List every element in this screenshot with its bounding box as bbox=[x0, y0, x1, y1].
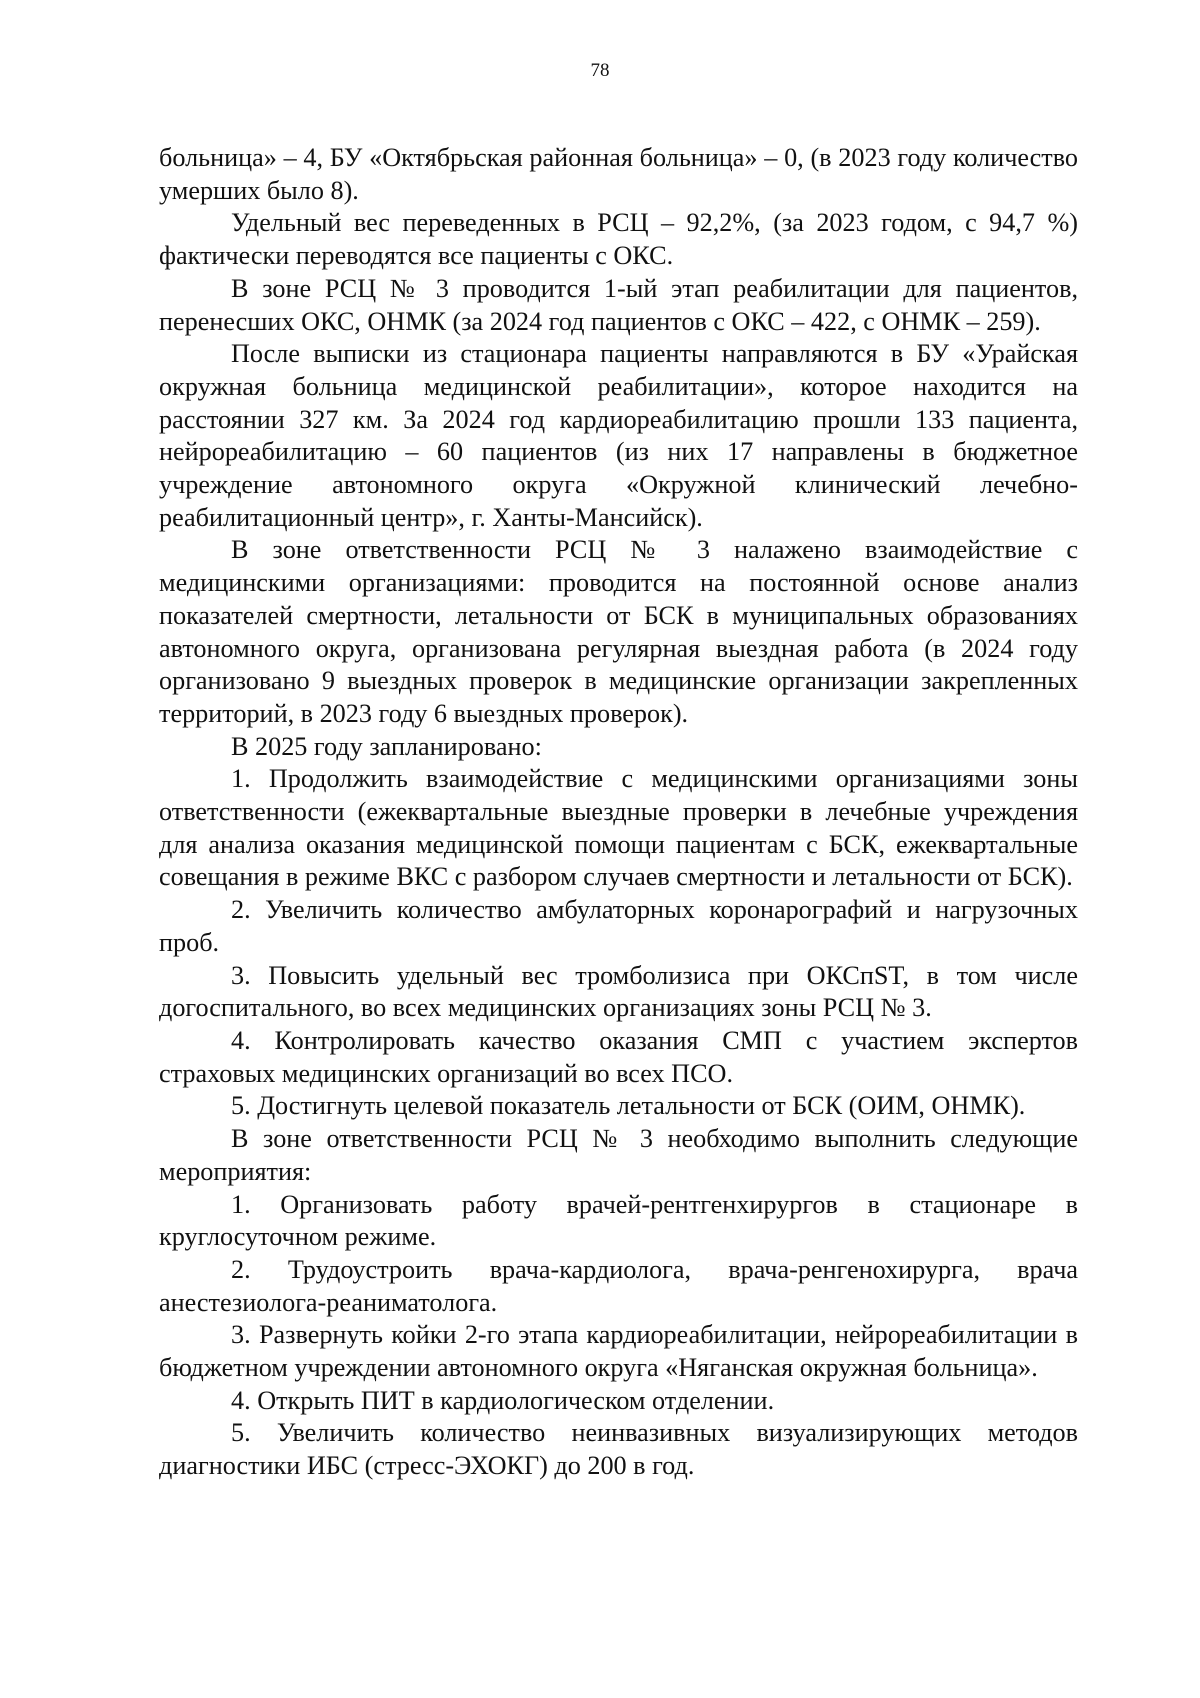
measure-item-2: 2. Трудоустроить врача-кардиолога, врача-ренгенохирурга, врача анестезиолога-реаниматолога. bbox=[159, 1254, 1078, 1317]
plan-item-3: 3. Повысить удельный вес тромболизиса при ОКСпST, в том числе догоспитального, во всех медицинских организациях зоны РСЦ № 3. bbox=[159, 960, 1078, 1023]
paragraph-transfer-share: Удельный вес переведенных в РСЦ – 92,2%, (за 2023 годом, с 94,7 %) фактически переводятся все пациенты с ОКС. bbox=[159, 208, 1078, 271]
paragraph-measures-heading: В зоне ответственности РСЦ № 3 необходимо выполнить следующие мероприятия: bbox=[159, 1124, 1078, 1186]
measure-item-3: 3. Развернуть койки 2-го этапа кардиореабилитации, нейрореабилитации в бюджетном учреждении автономного округа «Няганская окружная больница». bbox=[159, 1320, 1078, 1383]
plan-item-1: 1. Продолжить взаимодействие с медицинскими организациями зоны ответственности (ежеквартальные выездные проверки в лечебные учреждения для анализа оказания медицинской помощи пациентам с БСК, ежеквартальные совещания в режиме ВКС с разбором случаев смертности и летальности от БСК). bbox=[159, 764, 1078, 892]
paragraph-after-discharge: После выписки из стационара пациенты направляются в БУ «Урайская окружная больница медицинской реабилитации», которое находится на расстоянии 327 км. За 2024 год кардиореабилитацию прошли 133 пациента, нейрореабилитацию – 60 пациентов (из них 17 направлены в бюджетное учреждение автономного округа «Окружной клинический лечебно-реабилитационный центр», г. Ханты-Мансийск). bbox=[159, 339, 1078, 532]
document-body bbox=[159, 142, 1078, 1483]
paragraph-plan-heading: В 2025 году запланировано: bbox=[231, 731, 542, 761]
page-number: 78 bbox=[590, 60, 610, 81]
plan-item-5: 5. Достигнуть целевой показатель летальности от БСК (ОИМ, ОНМК). bbox=[231, 1091, 1026, 1121]
paragraph-rehabilitation-stage: В зоне РСЦ № 3 проводится 1-ый этап реабилитации для пациентов, перенесших ОКС, ОНМК (за 2024 год пациентов с ОКС – 422, с ОНМК – 259). bbox=[159, 273, 1078, 336]
paragraph-cooperation: В зоне ответственности РСЦ № 3 налажено взаимодействие с медицинскими организациями: проводится на постоянной основе анализ показателей смертности, летальности от БСК в муниципальных образованиях автономного округа, организована регулярная выездная работа (в 2024 году организовано 9 выездных проверок в медицинские организации закрепленных территорий, в 2023 году 6 выездных проверок). bbox=[159, 535, 1078, 728]
measure-item-1: 1. Организовать работу врачей-рентгенхирургов в стационаре в круглосуточном режиме. bbox=[159, 1189, 1078, 1252]
measure-item-5: 5. Увеличить количество неинвазивных визуализирующих методов диагностики ИБС (стресс-ЭХОКГ) до 200 в год. bbox=[159, 1418, 1078, 1481]
measure-item-4: 4. Открыть ПИТ в кардиологическом отделении. bbox=[231, 1385, 775, 1415]
plan-item-4: 4. Контролировать качество оказания СМП с участием экспертов страховых медицинских организаций во всех ПСО. bbox=[159, 1025, 1078, 1088]
plan-item-2: 2. Увеличить количество амбулаторных коронарографий и нагрузочных проб. bbox=[159, 895, 1078, 957]
paragraph-continued: больница» – 4, БУ «Октябрьская районная больница» – 0, (в 2023 году количество умерших было 8). bbox=[159, 143, 1078, 205]
